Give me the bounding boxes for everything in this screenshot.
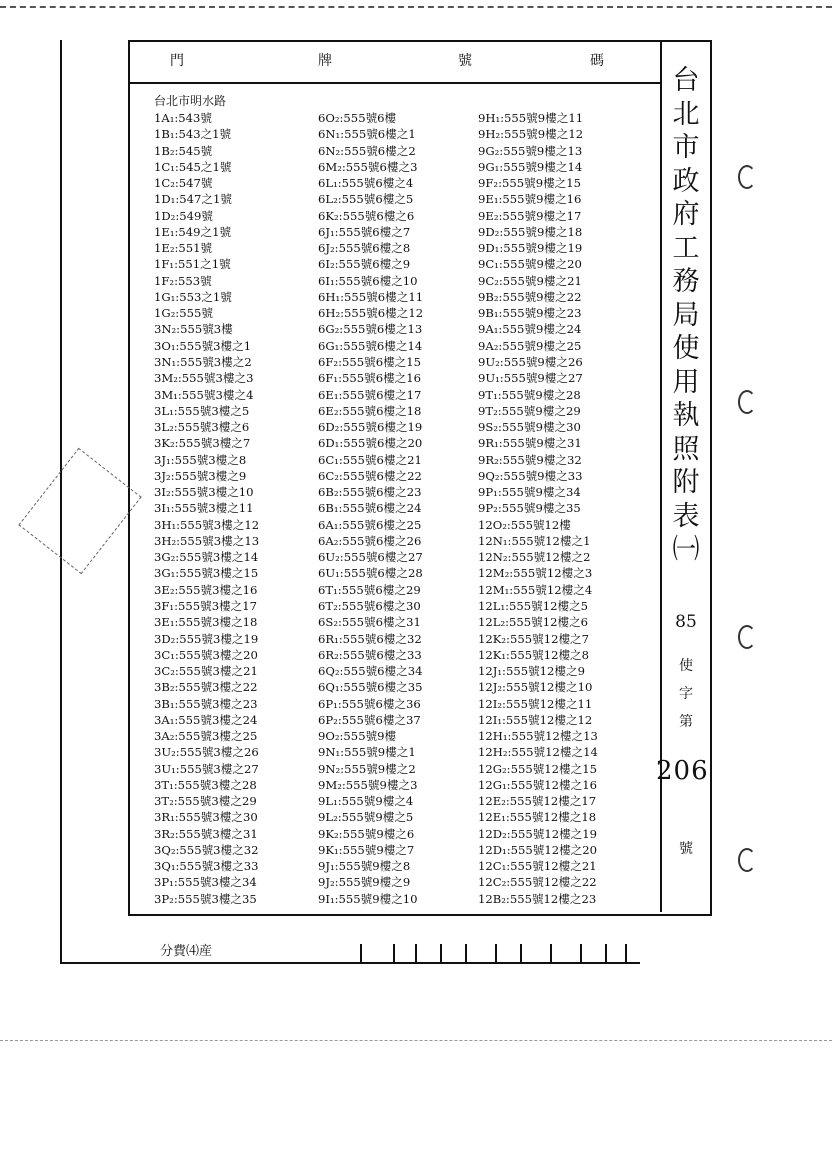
address-entry: 3N₂:555號3樓 <box>154 322 233 337</box>
address-column-3 <box>478 110 598 907</box>
side-char-zi: 字 <box>679 686 693 702</box>
address-entry: 3P₂:555號3樓之35 <box>154 891 257 906</box>
address-entry: 6A₁:555號6樓之25 <box>318 517 422 532</box>
address-entry: 9K₁:555號9樓之7 <box>318 842 415 857</box>
address-entry: 9E₁:555號9樓之16 <box>478 192 582 207</box>
address-entry: 9M₂:555號9樓之3 <box>318 777 418 792</box>
address-entry: 3H₁:555號3樓之12 <box>154 517 260 532</box>
address-entry: 3D₂:555號3樓之19 <box>154 631 259 646</box>
punch-hole-mark <box>738 390 756 414</box>
address-entry: 6R₂:555號6樓之33 <box>318 647 422 662</box>
address-entry: 9H₁:555號9樓之11 <box>478 111 584 125</box>
address-entry: 1E₂:551號 <box>154 241 213 256</box>
title-char: 政 <box>672 165 700 197</box>
footer-note: 分費⑷産 <box>160 944 213 959</box>
title-char: 工 <box>672 232 700 264</box>
address-entry: 1E₁:549之1號 <box>154 224 232 239</box>
address-column-2 <box>318 110 423 907</box>
address-entry: 9N₁:555號9樓之1 <box>318 745 416 760</box>
address-entry: 6K₂:555號6樓之6 <box>318 208 415 223</box>
address-entry: 9G₂:555號9樓之13 <box>478 143 583 158</box>
address-entry: 6F₁:555號6樓之16 <box>318 371 422 386</box>
address-entry: 3N₁:555號3樓之2 <box>154 354 252 369</box>
vertical-title <box>664 64 708 567</box>
address-entry: 9E₂:555號9樓之17 <box>478 208 582 223</box>
address-entry: 12H₂:555號12樓之14 <box>478 745 598 760</box>
address-entry: 3U₂:555號3樓之26 <box>154 745 259 760</box>
address-entry: 12L₂:555號12樓之6 <box>478 615 589 630</box>
address-entry: 6Q₁:555號6樓之35 <box>318 680 423 695</box>
address-entry: 1B₁:543之1號 <box>154 127 232 142</box>
address-entry: 6E₂:555號6樓之18 <box>318 403 422 418</box>
address-entry: 12N₂:555號12樓之2 <box>478 550 591 565</box>
address-entry: 9B₁:555號9樓之23 <box>478 306 582 321</box>
address-entry: 6D₁:555號6樓之20 <box>318 436 423 451</box>
address-entry: 3O₁:555號3樓之1 <box>154 338 252 353</box>
address-entry: 12E₁:555號12樓之18 <box>478 810 597 825</box>
address-entry: 3H₂:555號3樓之13 <box>154 533 260 548</box>
address-entry: 3B₁:555號3樓之23 <box>154 696 258 711</box>
address-entry: 3A₂:555號3樓之25 <box>154 729 258 744</box>
address-entry: 3T₂:555號3樓之29 <box>154 794 257 809</box>
address-entry: 9O₂:555號9樓 <box>318 729 397 744</box>
address-entry: 6E₁:555號6樓之17 <box>318 387 422 402</box>
address-entry: 3J₂:555號3樓之9 <box>154 468 247 483</box>
address-entry: 3R₂:555號3樓之31 <box>154 826 258 841</box>
address-entry: 9F₂:555號9樓之15 <box>478 176 582 191</box>
address-entry: 6T₂:555號6樓之30 <box>318 598 421 613</box>
address-entry: 12D₁:555號12樓之20 <box>478 842 598 857</box>
address-entry: 6L₁:555號6樓之4 <box>318 176 414 191</box>
address-entry: 3K₂:555號3樓之7 <box>154 436 251 451</box>
address-entry: 6R₁:555號6樓之32 <box>318 631 422 646</box>
address-entry: 9H₂:555號9樓之12 <box>478 127 584 142</box>
outer-bottom-rule <box>60 962 640 964</box>
address-entry: 9C₁:555號9樓之20 <box>478 257 582 272</box>
street-name: 台北市明水路 <box>154 94 227 108</box>
side-char-shi: 使 <box>679 658 693 674</box>
address-entry: 12K₁:555號12樓之8 <box>478 647 590 662</box>
address-entry: 9A₂:555號9樓之25 <box>478 338 582 353</box>
title-char: 府 <box>672 199 700 230</box>
address-entry: 3F₁:555號3樓之17 <box>154 598 258 613</box>
license-number: 206 <box>656 756 709 786</box>
address-entry: 6P₁:555號6樓之36 <box>318 696 421 711</box>
stamp-mark <box>18 448 141 574</box>
address-entry: 9U₂:555號9樓之26 <box>478 354 583 369</box>
address-entry: 6C₂:555號6樓之22 <box>318 468 422 483</box>
address-entry: 3J₁:555號3樓之8 <box>154 452 247 467</box>
address-entry: 6U₁:555號6樓之28 <box>318 566 423 581</box>
header-col1: 門 <box>170 53 184 69</box>
address-entry: 3M₁:555號3樓之4 <box>154 387 254 402</box>
address-entry: 3L₁:555號3樓之5 <box>154 403 250 418</box>
title-char: 表 <box>672 500 700 532</box>
address-entry: 6S₂:555號6樓之31 <box>318 615 421 630</box>
address-entry: 3E₂:555號3樓之16 <box>154 582 258 597</box>
address-entry: 3B₂:555號3樓之22 <box>154 680 258 695</box>
address-entry: 12N₁:555號12樓之1 <box>478 533 591 548</box>
title-char: 局 <box>672 299 700 331</box>
address-entry: 6M₂:555號6樓之3 <box>318 159 418 174</box>
address-entry: 1B₂:545號 <box>154 143 213 158</box>
address-entry: 3G₂:555號3樓之14 <box>154 550 259 565</box>
address-entry: 9R₁:555號9樓之31 <box>478 436 582 451</box>
address-entry: 6O₂:555號6樓 <box>318 111 397 125</box>
address-entry: 3C₁:555號3樓之20 <box>154 647 258 662</box>
address-entry: 9N₂:555號9樓之2 <box>318 761 416 776</box>
address-entry: 9R₂:555號9樓之32 <box>478 452 582 467</box>
title-char: 務 <box>672 266 700 297</box>
top-dashed-line <box>0 6 832 8</box>
address-entry: 12I₂:555號12樓之11 <box>478 696 593 711</box>
address-entry: 3U₁:555號3樓之27 <box>154 761 259 776</box>
address-entry: 9A₁:555號9樓之24 <box>478 322 582 337</box>
title-char: 用 <box>672 366 700 398</box>
address-entry: 9I₁:555號9樓之10 <box>318 891 418 906</box>
address-entry: 9B₂:555號9樓之22 <box>478 289 582 304</box>
address-entry: 3I₁:555號3樓之11 <box>154 501 254 516</box>
address-entry: 3E₁:555號3樓之18 <box>154 615 258 630</box>
header-col4: 碼 <box>590 53 604 69</box>
bottom-dashed-line <box>0 1040 832 1041</box>
address-entry: 3Q₁:555號3樓之33 <box>154 859 259 874</box>
title-char: 市 <box>672 132 700 163</box>
address-entry: 9P₁:555號9樓之34 <box>478 485 581 500</box>
address-entry: 6H₁:555號6樓之11 <box>318 289 424 304</box>
address-entry: 6I₂:555號6樓之9 <box>318 257 411 272</box>
address-entry: 12B₂:555號12樓之23 <box>478 891 597 906</box>
address-entry: 9P₂:555號9樓之35 <box>478 501 581 516</box>
address-entry: 3G₁:555號3樓之15 <box>154 566 259 581</box>
address-entry: 6B₂:555號6樓之23 <box>318 485 422 500</box>
address-entry: 6L₂:555號6樓之5 <box>318 192 414 207</box>
address-entry: 6J₁:555號6樓之7 <box>318 224 411 239</box>
title-char: 執 <box>672 400 700 431</box>
punch-hole-mark <box>738 625 756 649</box>
address-entry: 9U₁:555號9樓之27 <box>478 371 583 386</box>
address-entry: 1C₁:545之1號 <box>154 159 232 174</box>
address-entry: 9C₂:555號9樓之21 <box>478 273 582 288</box>
address-entry: 12H₁:555號12樓之13 <box>478 729 598 744</box>
address-entry: 3R₁:555號3樓之30 <box>154 810 258 825</box>
address-entry: 6Q₂:555號6樓之34 <box>318 664 423 679</box>
side-number: 85 <box>675 612 697 632</box>
address-entry: 6I₁:555號6樓之10 <box>318 273 418 288</box>
address-entry: 1G₂:555號 <box>154 306 213 321</box>
address-entry: 12M₂:555號12樓之3 <box>478 566 593 581</box>
address-entry: 12K₂:555號12樓之7 <box>478 631 590 646</box>
address-entry: 3C₂:555號3樓之21 <box>154 664 258 679</box>
address-entry: 9D₂:555號9樓之18 <box>478 224 583 239</box>
address-entry: 12M₁:555號12樓之4 <box>478 582 593 597</box>
punch-hole-mark <box>738 848 756 872</box>
address-entry: 3A₁:555號3樓之24 <box>154 712 258 727</box>
address-entry: 6D₂:555號6樓之19 <box>318 420 423 435</box>
table-header <box>128 40 660 84</box>
title-char: 台 <box>672 65 700 96</box>
address-entry: 3T₁:555號3樓之28 <box>154 777 257 792</box>
header-col2: 牌 <box>318 53 332 69</box>
address-column-1 <box>154 110 259 907</box>
address-entry: 9T₁:555號9樓之28 <box>478 387 581 402</box>
address-entry: 9G₁:555號9樓之14 <box>478 159 583 174</box>
address-entry: 6C₁:555號6樓之21 <box>318 452 422 467</box>
address-entry: 6F₂:555號6樓之15 <box>318 354 422 369</box>
address-entry: 12D₂:555號12樓之19 <box>478 826 598 841</box>
address-entry: 9J₂:555號9樓之9 <box>318 875 411 890</box>
address-entry: 3P₁:555號3樓之34 <box>154 875 257 890</box>
address-entry: 6G₁:555號6樓之14 <box>318 338 423 353</box>
address-entry: 9Q₂:555號9樓之33 <box>478 468 583 483</box>
address-entry: 9D₁:555號9樓之19 <box>478 241 583 256</box>
address-entry: 12J₂:555號12樓之10 <box>478 680 593 695</box>
address-entry: 9J₁:555號9樓之8 <box>318 859 411 874</box>
address-entry: 3M₂:555號3樓之3 <box>154 371 254 386</box>
address-entry: 9L₁:555號9樓之4 <box>318 794 414 809</box>
address-entry: 6B₁:555號6樓之24 <box>318 501 422 516</box>
address-entry: 12G₂:555號12樓之15 <box>478 761 597 776</box>
address-entry: 1F₁:551之1號 <box>154 257 231 272</box>
side-char-hao: 號 <box>679 841 693 857</box>
address-entry: 6T₁:555號6樓之29 <box>318 582 421 597</box>
title-char: 照 <box>672 433 700 465</box>
address-entry: 9T₂:555號9樓之29 <box>478 403 581 418</box>
title-char: 附 <box>672 467 700 498</box>
address-entry: 1C₂:547號 <box>154 176 213 191</box>
address-entry: 12E₂:555號12樓之17 <box>478 794 597 809</box>
title-char: ㈠ <box>672 534 700 565</box>
address-entry: 12G₁:555號12樓之16 <box>478 777 597 792</box>
title-char: 北 <box>672 98 700 130</box>
address-entry: 12C₂:555號12樓之22 <box>478 875 597 890</box>
address-entry: 6J₂:555號6樓之8 <box>318 241 411 256</box>
address-entry: 6P₂:555號6樓之37 <box>318 712 421 727</box>
address-entry: 3I₂:555號3樓之10 <box>154 485 254 500</box>
address-entry: 6N₂:555號6樓之2 <box>318 143 416 158</box>
address-entry: 6H₂:555號6樓之12 <box>318 306 424 321</box>
address-entry: 3L₂:555號3樓之6 <box>154 420 250 435</box>
address-entry: 1F₂:553號 <box>154 273 212 288</box>
address-entry: 6U₂:555號6樓之27 <box>318 550 423 565</box>
address-entry: 9L₂:555號9樓之5 <box>318 810 414 825</box>
address-entry: 12I₁:555號12樓之12 <box>478 712 593 727</box>
address-entry: 12O₂:555號12樓 <box>478 517 571 532</box>
address-entry: 6N₁:555號6樓之1 <box>318 127 416 142</box>
address-entry: 3Q₂:555號3樓之32 <box>154 842 259 857</box>
address-entry: 12L₁:555號12樓之5 <box>478 598 589 613</box>
punch-hole-mark <box>738 165 756 189</box>
address-entry: 6G₂:555號6樓之13 <box>318 322 423 337</box>
address-entry: 12J₁:555號12樓之9 <box>478 664 585 679</box>
address-entry: 9S₂:555號9樓之30 <box>478 420 581 435</box>
registration-marks <box>355 944 630 962</box>
address-entry: 9K₂:555號9樓之6 <box>318 826 415 841</box>
side-char-di: 第 <box>679 714 693 730</box>
address-entry: 1D₂:549號 <box>154 208 213 223</box>
header-col3: 號 <box>458 53 472 69</box>
address-entry: 12C₁:555號12樓之21 <box>478 859 597 874</box>
address-entry: 1G₁:553之1號 <box>154 289 232 304</box>
address-entry: 6A₂:555號6樓之26 <box>318 533 422 548</box>
address-entry: 1A₁:543號 <box>154 111 213 125</box>
address-entry: 1D₁:547之1號 <box>154 192 232 207</box>
title-char: 使 <box>672 333 700 364</box>
